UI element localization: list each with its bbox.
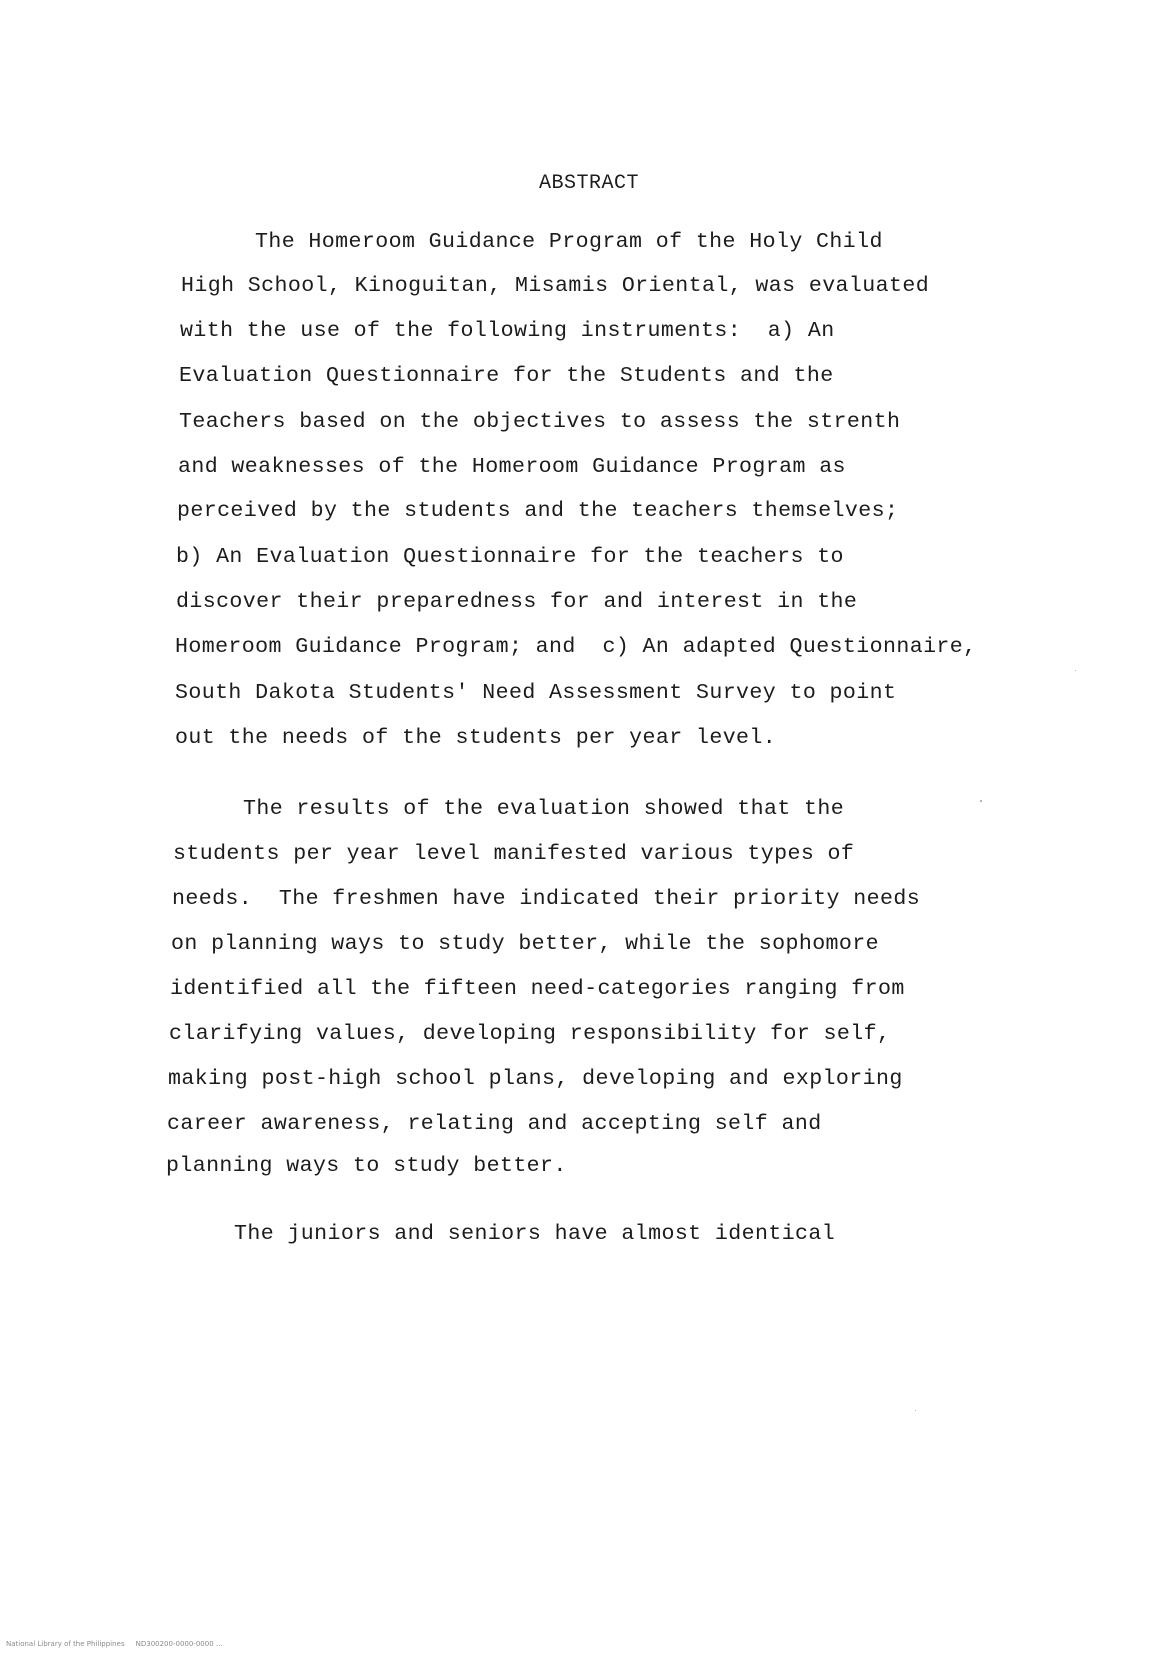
paragraph-line: discover their preparedness for and interest in the bbox=[176, 590, 858, 614]
paragraph-line: The Homeroom Guidance Program of the Holy Child bbox=[255, 230, 883, 254]
paragraph-line: planning ways to study better. bbox=[166, 1154, 567, 1178]
page-title: ABSTRACT bbox=[538, 172, 639, 195]
paragraph-line: with the use of the following instruments: a) An bbox=[180, 319, 835, 343]
paragraph-line: career awareness, relating and accepting self and bbox=[167, 1112, 822, 1136]
paragraph-line: clarifying values, developing responsibility for self, bbox=[169, 1022, 891, 1046]
paragraph-line: perceived by the students and the teachers themselves; bbox=[177, 499, 899, 523]
scan-speck bbox=[915, 1410, 916, 1411]
paragraph-line: South Dakota Students' Need Assessment Survey to point bbox=[175, 681, 897, 705]
paragraph-line: High School, Kinoguitan, Misamis Oriental, was evaluated bbox=[181, 274, 930, 298]
paragraph-line: The results of the evaluation showed that the bbox=[243, 797, 845, 821]
scan-speck bbox=[1075, 670, 1076, 671]
paragraph-line: Homeroom Guidance Program; and c) An adapted Questionnaire, bbox=[175, 635, 977, 659]
paragraph-line: The juniors and seniors have almost identical bbox=[234, 1222, 836, 1246]
paragraph-line: students per year level manifested various types of bbox=[173, 842, 855, 866]
paragraph-line: Teachers based on the objectives to assess the strenth bbox=[179, 410, 901, 434]
paragraph-line: identified all the fifteen need-categories ranging from bbox=[170, 977, 905, 1001]
paragraph-line: on planning ways to study better, while the sophomore bbox=[171, 932, 879, 956]
paragraph-line: making post-high school plans, developing and exploring bbox=[168, 1067, 903, 1091]
paragraph-line: Evaluation Questionnaire for the Students and the bbox=[179, 364, 834, 388]
paragraph-line: and weaknesses of the Homeroom Guidance Program as bbox=[178, 455, 846, 479]
paragraph-line: out the needs of the students per year level. bbox=[175, 726, 777, 750]
paragraph-line: needs. The freshmen have indicated their priority needs bbox=[172, 887, 921, 911]
paragraph-line: b) An Evaluation Questionnaire for the teachers to bbox=[176, 545, 844, 569]
scan-speck bbox=[980, 800, 982, 802]
scan-footer: National Library of the Philippines ND300200-0000-0000 ... bbox=[6, 1640, 223, 1648]
